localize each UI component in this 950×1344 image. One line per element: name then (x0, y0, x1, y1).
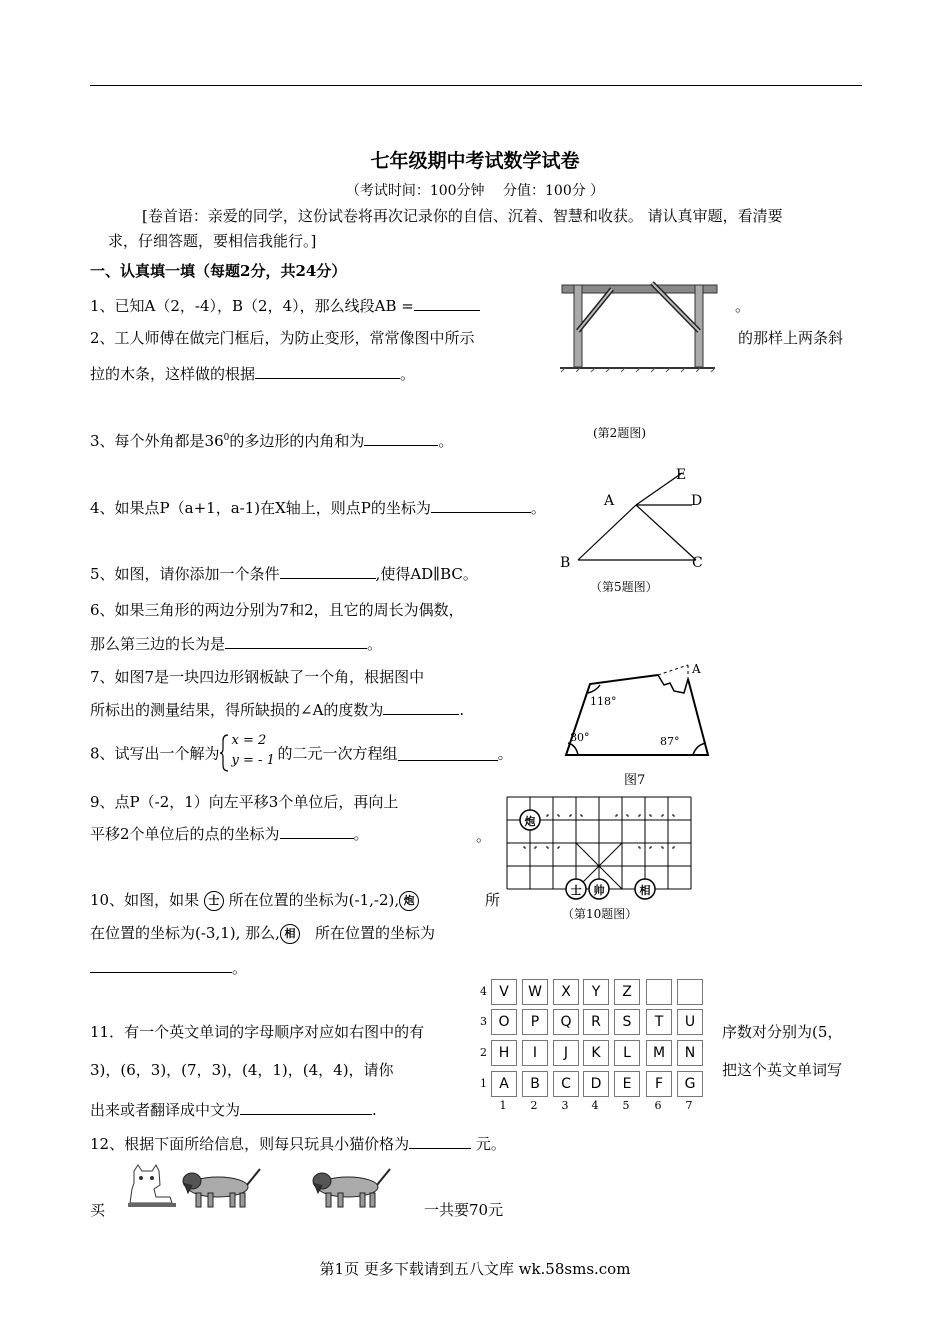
door-frame-figure (560, 273, 720, 373)
triangle-figure (556, 465, 716, 575)
letter-cell: P (522, 1009, 548, 1035)
q11-text-c: 3)，(6，3)，(7，3)，(4，1)，(4，4)，请你 (90, 1061, 394, 1079)
letter-cell: G (677, 1071, 703, 1097)
letter-cell: W (522, 979, 548, 1005)
q9-end: 。 (353, 825, 369, 843)
question-10-line-1 (90, 889, 419, 911)
q9-end-2: 。 (476, 827, 492, 845)
preface-line-2: 求，仔细答题，要相信我能行。] (108, 232, 317, 250)
chess-board-figure (505, 795, 695, 905)
q10-text-d: 在位置的坐标为(-3,1), 那么, (90, 924, 280, 942)
q2-end: 。 (400, 365, 416, 383)
letter-cell: T (646, 1009, 672, 1035)
q10-end: 。 (232, 959, 248, 977)
preface-line-1: [卷首语：亲爱的同学，这份试卷将再次记录你的自信、沉着、智慧和收获。 请认真审题，看清要 (142, 207, 783, 225)
dog-icon (313, 1169, 390, 1207)
col-label: 2 (530, 1099, 538, 1112)
pao-label: 炮 (524, 815, 536, 828)
q10-blank[interactable] (90, 958, 232, 973)
q4-end: 。 (530, 499, 546, 517)
letter-cell: C (553, 1071, 579, 1097)
letter-cell: V (491, 979, 517, 1005)
question-8 (90, 733, 513, 773)
label-d: D (691, 493, 703, 509)
shi-piece-icon: 士 (204, 891, 224, 911)
q5-blank[interactable] (280, 564, 376, 579)
letter-cell: N (677, 1040, 703, 1066)
letter-cell: Y (583, 979, 609, 1005)
letter-cell: U (677, 1009, 703, 1035)
q6-text-a: 6、如果三角形的两边分别为7和2，且它的周长为偶数， (90, 601, 464, 619)
question-1 (90, 295, 480, 316)
question-5 (90, 563, 478, 584)
letter-cell: X (553, 979, 579, 1005)
col-label: 1 (499, 1099, 507, 1112)
q7-caption: 图7 (624, 773, 646, 788)
q1-text: 1、已知A（2，-4），B（2，4），那么线段AB = (90, 297, 414, 315)
q6-blank[interactable] (225, 634, 367, 649)
letter-cell (677, 979, 703, 1005)
letter-cell: F (646, 1071, 672, 1097)
angle-80: 80° (570, 731, 590, 744)
letter-grid (478, 975, 718, 1115)
col-label: 4 (591, 1099, 599, 1112)
top-rule (90, 85, 862, 86)
q1-end: 。 (735, 297, 751, 315)
col-label: 7 (685, 1099, 693, 1112)
page-title: 七年级期中考试数学试卷 (370, 150, 580, 172)
label-c: C (692, 555, 703, 571)
toys-figure (126, 1163, 426, 1215)
label-missing-a: A (692, 662, 701, 676)
question-10-line-3 (90, 957, 247, 978)
q1-blank[interactable] (414, 296, 480, 311)
q9-blank[interactable] (280, 824, 354, 839)
letter-cell: B (522, 1071, 548, 1097)
q6-end: 。 (367, 635, 383, 653)
q12-total: 一共要70元 (424, 1201, 504, 1219)
q10-text-e: 所在位置的坐标为 (314, 924, 435, 942)
letter-cell: O (491, 1009, 517, 1035)
q11-text-b: 序数对分别为(5， (722, 1023, 843, 1041)
col-label: 5 (622, 1099, 630, 1112)
row-label: 2 (480, 1046, 487, 1059)
section-heading: 一、认真填一填（每题2分，共24分） (90, 262, 347, 280)
shuai-label: 帅 (593, 884, 605, 897)
row-label: 4 (480, 985, 487, 998)
q3-text-a: 3、每个外角都是36 (90, 432, 224, 450)
q11-blank[interactable] (240, 1100, 372, 1115)
dog-icon (183, 1169, 260, 1207)
eq-x: x = 2 (231, 733, 267, 748)
letter-cell: J (553, 1040, 579, 1066)
cat-icon (128, 1165, 176, 1207)
pao-piece-icon: 炮 (399, 891, 419, 911)
question-9-line (90, 823, 369, 844)
brace-icon (220, 733, 230, 773)
q8-blank[interactable] (398, 746, 498, 761)
q12-text: 12、根据下面所给信息，则每只玩具小猫价格为 (90, 1135, 410, 1153)
q2-blank[interactable] (255, 364, 400, 379)
letter-cell (646, 979, 672, 1005)
q8-text: 8、试写出一个解为 (90, 744, 220, 763)
row-label: 3 (480, 1015, 487, 1028)
q2-text-c: 拉的木条，这样做的根据 (90, 365, 256, 383)
shi-label: 士 (570, 884, 582, 897)
letter-cell: A (491, 1071, 517, 1097)
q7-blank[interactable] (383, 700, 459, 715)
q7-end: . (459, 701, 465, 719)
q8-end: 。 (497, 744, 513, 763)
exam-info: （考试时间：100分钟 分值：100分 ） (345, 183, 605, 199)
question-10-line-2 (90, 922, 435, 944)
q2-caption: (第2题图) (593, 426, 646, 440)
q2-text-a: 2、工人师傅在做完门框后，为防止变形，常常像图中所示 (90, 329, 475, 347)
letter-cell: Z (614, 979, 640, 1005)
q11-end: . (372, 1101, 377, 1119)
q11-text-d: 把这个英文单词写 (722, 1061, 843, 1079)
letter-cell: K (583, 1040, 609, 1066)
question-7-line (90, 699, 464, 720)
col-label: 6 (654, 1099, 662, 1112)
question-2-line (90, 363, 415, 384)
letter-cell: H (491, 1040, 517, 1066)
question-11-line (90, 1099, 377, 1120)
letter-cell: L (614, 1040, 640, 1066)
letter-cell: S (614, 1009, 640, 1035)
quadrilateral-figure (560, 657, 715, 769)
q3-text-b: 的多边形的内角和为 (229, 432, 365, 450)
q5-end: ,使得AD∥BC。 (375, 565, 478, 583)
letter-cell: D (583, 1071, 609, 1097)
q9-text-b: 平移2个单位后的点的坐标为 (90, 825, 280, 843)
label-e: E (676, 467, 687, 483)
solution-system (220, 733, 278, 773)
letter-cell: E (614, 1071, 640, 1097)
angle-87: 87° (660, 735, 680, 748)
q3-blank[interactable] (364, 431, 438, 446)
q9-text-a: 9、点P（-2，1）向左平移3个单位后，再向上 (90, 793, 399, 811)
q7-text-a: 7、如图7是一块四边形钢板缺了一个角，根据图中 (90, 668, 425, 686)
q12-buy: 买 (90, 1201, 106, 1219)
q10-text-b: 所在位置的坐标为(-1,-2), (228, 891, 400, 909)
q10-text-c: 所 (485, 891, 501, 909)
question-12 (90, 1133, 506, 1154)
question-4 (90, 497, 546, 518)
question-6-line (90, 633, 382, 654)
label-b: B (560, 555, 571, 571)
q7-text-b: 所标出的测量结果，得所缺损的∠A的度数为 (90, 701, 384, 719)
xiang-piece-icon: 相 (280, 924, 300, 944)
q11-text-e: 出来或者翻译成中文为 (90, 1101, 241, 1119)
label-a: A (604, 493, 615, 509)
q11-text-a: 11．有一个英文单词的字母顺序对应如右图中的有 (90, 1023, 425, 1041)
q3-end: 。 (438, 432, 454, 450)
question-3 (90, 430, 453, 451)
q12-end: 元。 (471, 1135, 506, 1153)
q10-text-a: 10、如图，如果 (90, 891, 200, 909)
letter-cell: M (646, 1040, 672, 1066)
col-label: 3 (561, 1099, 569, 1112)
q3-sup: 0 (223, 433, 230, 443)
q8-text-b: 的二元一次方程组 (277, 744, 398, 763)
letter-cell: I (522, 1040, 548, 1066)
q2-text-b: 的那样上两条斜 (738, 329, 844, 347)
q4-text: 4、如果点P（a+1，a-1)在X轴上，则点P的坐标为 (90, 499, 431, 517)
row-label: 1 (480, 1077, 487, 1090)
angle-118: 118° (590, 695, 617, 708)
q6-text-b: 那么第三边的长为是 (90, 635, 226, 653)
q10-caption: （第10题图） (562, 907, 638, 921)
letter-cell: Q (553, 1009, 579, 1035)
q5-caption: （第5题图） (590, 580, 658, 594)
page-footer: 第1页 更多下载请到五八文库 wk.58sms.com (319, 1260, 631, 1278)
q4-blank[interactable] (431, 498, 531, 513)
xiang-label: 相 (639, 884, 651, 897)
eq-y: y = - 1 (231, 753, 275, 768)
q5-text: 5、如图，请你添加一个条件 (90, 565, 280, 583)
letter-cell: R (583, 1009, 609, 1035)
q12-blank[interactable] (409, 1134, 471, 1149)
